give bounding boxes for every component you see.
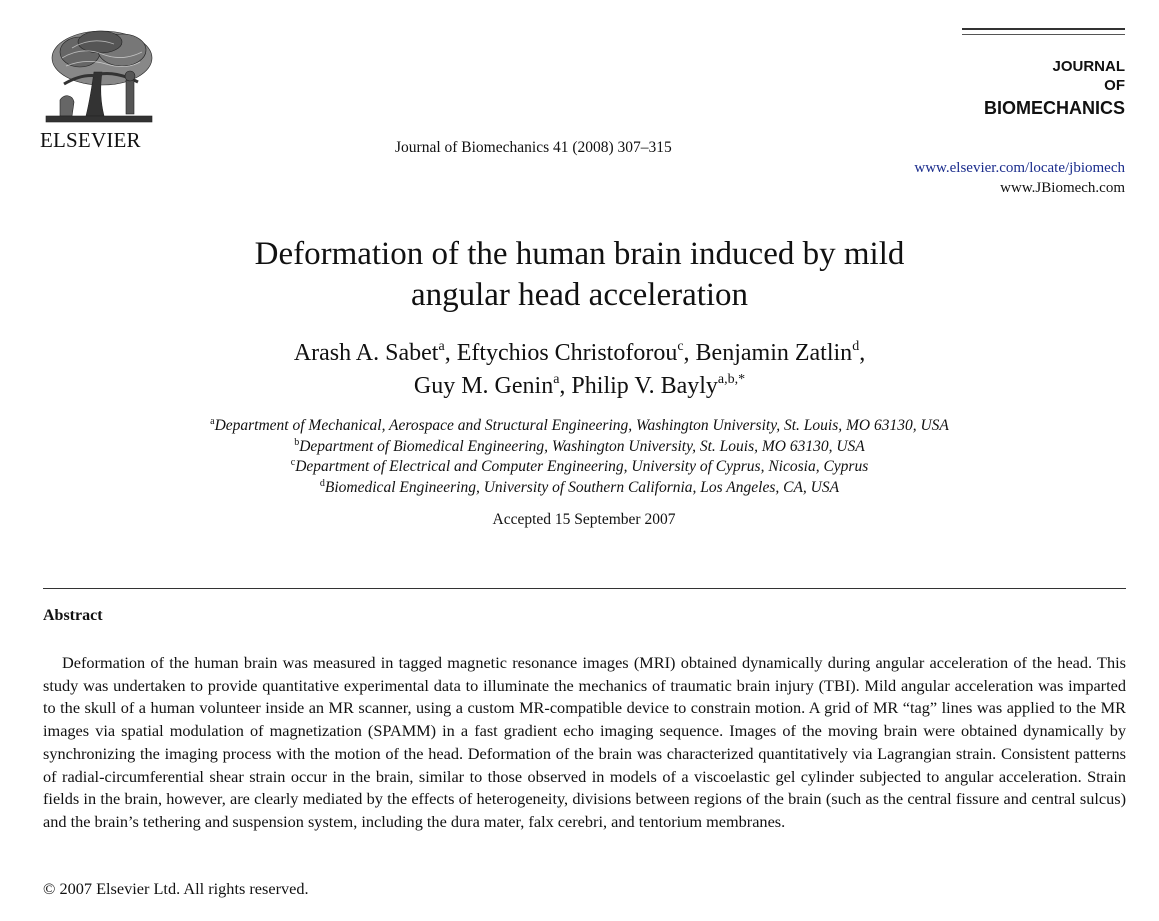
article-title xyxy=(0,234,1159,316)
author-name: Philip V. Bayly xyxy=(571,373,718,399)
brand-rule-top xyxy=(962,28,1125,30)
copyright-notice: © 2007 Elsevier Ltd. All rights reserved. xyxy=(43,879,309,898)
journal-brand xyxy=(962,28,1125,119)
author-line-2: Guy M. Genin$^a$, Philip V. Bayly$^{a,b,*}$ xyxy=(413,372,746,399)
author-name: Guy M. Genin xyxy=(413,373,554,399)
author-affil-mark: a,b,* xyxy=(717,372,746,387)
affiliation-item: $^b$Department of Biomedical Engineering, Washington University, St. Louis, MO 63130, USA xyxy=(294,436,865,455)
publisher-logo xyxy=(40,28,158,151)
author-name: Eftychios Christoforou xyxy=(456,340,678,366)
section-divider xyxy=(43,588,1126,589)
author-affil-mark: c xyxy=(677,339,684,354)
author-affil-mark: d xyxy=(852,339,860,354)
affiliation-list xyxy=(0,416,1159,498)
journal-url-secondary[interactable]: www.JBiomech.com xyxy=(1000,180,1125,196)
brand-rule-bottom xyxy=(962,34,1125,35)
journal-urls xyxy=(914,158,1125,198)
author-name: Arash A. Sabet xyxy=(293,340,439,366)
journal-name-line2: OF xyxy=(1104,77,1125,94)
author-name: Benjamin Zatlin xyxy=(695,340,853,366)
journal-name-line3: BIOMECHANICS xyxy=(983,98,1125,118)
elsevier-tree-logo-icon xyxy=(42,28,156,126)
affiliation-item: $^d$Biomedical Engineering, University of Southern California, Los Angeles, CA, USA xyxy=(319,477,840,496)
article-title-line2: angular head acceleration xyxy=(410,277,749,313)
accepted-date: Accepted 15 September 2007 xyxy=(492,511,676,528)
author-affil-mark: a xyxy=(553,372,560,387)
abstract-heading: Abstract xyxy=(43,607,103,624)
corresponding-author-mark[interactable]: * xyxy=(738,372,746,387)
affiliation-item: $^a$Department of Mechanical, Aerospace and Structural Engineering, Washington University, St. Louis, MO 63130, USA xyxy=(210,416,949,434)
abstract-body: Deformation of the human brain was measured in tagged magnetic resonance images (MRI) obtained dynamically during angular acceleration of the head. This study was undertaken to provide quantitative experimental data to illuminate the mechanics of traumatic brain injury (TBI). Mild angular acceleration was imparted to the skull of a human volunteer inside an MR scanner, using a custom MR-compatible device to constrain motion. A grid of MR “tag” lines was applied to the MR images via spatial modulation of magnetization (SPAMM) in a fast gradient echo imaging sequence. Images of the moving brain were obtained dynamically by synchronizing the imaging process with the motion of the head. Deformation of the brain was characterized quantitatively via Lagrangian strain. Consistent patterns of radial-circumferential shear strain occur in the brain, similar to those observed in models of a viscoelastic gel cylinder subjected to angular acceleration. Strain fields in the brain, however, are clearly mediated by the effects of heterogeneity, divisions between regions of the brain (such as the central fissure and central sulcus) and the brain’s tethering and suspension system, including the dura mater, falx cerebri, and tentorium membranes. xyxy=(43,653,1126,831)
author-list xyxy=(0,337,1159,403)
author-line-1: Arash A. Sabet$^a$, Eftychios Christoforou$^c$, Benjamin Zatlin$^d$, xyxy=(293,339,866,366)
affiliation-item: $^c$Department of Electrical and Computer Engineering, University of Cyprus, Nicosia, Cyprus xyxy=(290,457,869,475)
journal-citation: Journal of Biomechanics 41 (2008) 307–315 xyxy=(395,139,672,156)
journal-url-link[interactable]: www.elsevier.com/locate/jbiomech xyxy=(914,160,1125,176)
publisher-name: ELSEVIER xyxy=(40,128,141,152)
author-affil-mark: a xyxy=(438,339,445,354)
journal-name-line1: JOURNAL xyxy=(1052,58,1125,75)
article-title-line1: Deformation of the human brain induced by mild xyxy=(254,236,905,272)
